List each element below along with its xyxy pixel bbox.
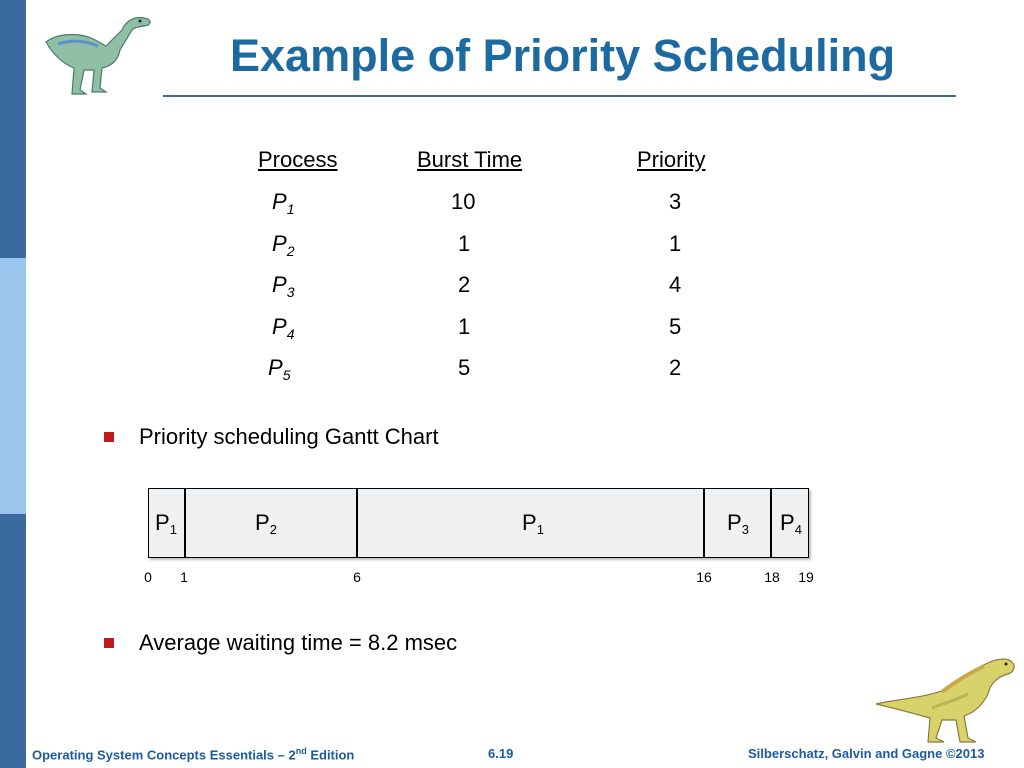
- gantt-tick-label: 19: [798, 569, 814, 585]
- table-row-burst: 1: [458, 231, 471, 256]
- table-row-priority: 4: [669, 272, 682, 297]
- bullet-gantt-caption: Priority scheduling Gantt Chart: [139, 424, 439, 449]
- table-row-burst: 2: [458, 272, 471, 297]
- table-row-priority: 1: [669, 231, 682, 256]
- gantt-block-label: $P_1$: [522, 510, 544, 537]
- gantt-tick-label: 18: [764, 569, 780, 585]
- gantt-block-label: $P_1$: [155, 510, 177, 537]
- table-row-burst: 1: [458, 314, 471, 339]
- gantt-tick-label: 0: [144, 569, 152, 585]
- header-burst-time: Burst Time: [417, 147, 523, 172]
- table-row-process: $P_3$: [272, 272, 295, 300]
- table-row-process: $P_1$: [272, 189, 295, 217]
- gantt-tick-label: 6: [353, 569, 361, 585]
- gantt-tick-label: 1: [180, 569, 188, 585]
- side-bar-bottom: [0, 514, 26, 768]
- footer-page-number: 6.19: [488, 746, 514, 761]
- table-row-burst: 5: [458, 355, 471, 380]
- bullet-square: [104, 638, 114, 648]
- gantt-block-label: $P_3$: [727, 510, 749, 537]
- title-divider: [163, 95, 956, 97]
- slide-title: Example of Priority Scheduling: [230, 30, 896, 81]
- dinosaur-logo-top: [36, 8, 156, 96]
- gantt-tick-label: 16: [696, 569, 712, 585]
- dinosaur-logo-bottom: [872, 648, 1020, 748]
- gantt-block-label: $P_2$: [255, 510, 277, 537]
- bullet-average-waiting-time: Average waiting time = 8.2 msec: [139, 630, 458, 655]
- side-bar-top: [0, 0, 26, 258]
- header-process: Process: [258, 147, 338, 172]
- table-row-process: $P_5$: [268, 355, 291, 383]
- table-row-priority: 3: [669, 189, 682, 214]
- footer-authors: Silberschatz, Galvin and Gagne ©2013: [748, 746, 985, 761]
- table-row-priority: 2: [669, 355, 682, 380]
- gantt-chart: [148, 488, 809, 560]
- table-row-priority: 5: [669, 314, 682, 339]
- gantt-block-label: $P_4$: [780, 510, 802, 537]
- table-row-burst: 10: [451, 189, 476, 214]
- side-bar: [0, 0, 26, 768]
- side-bar-middle: [0, 258, 26, 514]
- bullet-square: [104, 432, 114, 442]
- header-priority: Priority: [637, 147, 706, 172]
- table-row-process: $P_2$: [272, 231, 295, 259]
- footer-course-title: Operating System Concepts Essentials – 2nd Edition: [32, 746, 355, 763]
- table-row-process: $P_4$: [272, 314, 295, 342]
